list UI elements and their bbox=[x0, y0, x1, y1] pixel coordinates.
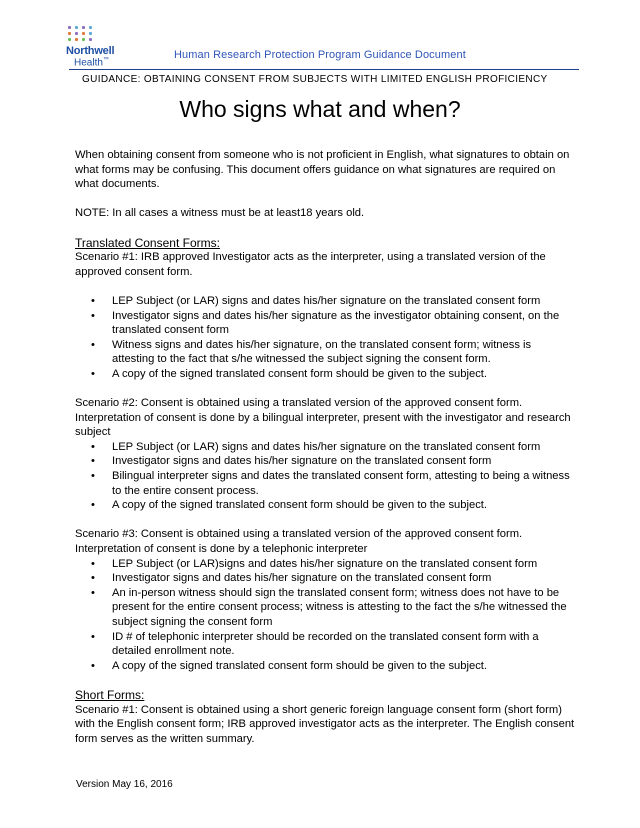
northwell-logo bbox=[66, 26, 146, 70]
list-item: • A copy of the signed translated consent form should be given to the subject. bbox=[75, 659, 575, 674]
translated-forms-heading: Translated Consent Forms: bbox=[75, 235, 220, 250]
translated-scenario-1-list bbox=[75, 294, 575, 382]
list-item: • Bilingual interpreter signs and dates the translated consent form, attesting to being a witness to the entire consent process. bbox=[75, 469, 575, 498]
list-item: • LEP Subject (or LAR) signs and dates his/her signature on the translated consent form bbox=[75, 440, 575, 455]
short-forms-heading: Short Forms: bbox=[75, 687, 145, 702]
translated-scenario-1-intro: Scenario #1: IRB approved Investigator acts as the interpreter, using a translated version of the approved consent form. bbox=[75, 251, 546, 278]
logo-name: Northwell bbox=[66, 45, 115, 57]
guidance-title: GUIDANCE: OBTAINING CONSENT FROM SUBJECTS WITH LIMITED ENGLISH PROFICIENCY bbox=[82, 74, 548, 85]
list-item: • An in-person witness should sign the translated consent form; witness does not have to be present for the entire consent process; witness is attesting to the fact the s/he witnessed the subject signing the consent form bbox=[75, 586, 575, 630]
header-divider bbox=[69, 69, 579, 70]
short-forms-scenario-1: Scenario #1: Consent is obtained using a short generic foreign language consent form (short form) with the English consent form; IRB approved investigator acts as the interpreter. The English consent form serves as the written summary. bbox=[75, 703, 575, 745]
list-item: • LEP Subject (or LAR) signs and dates his/her signature on the translated consent form bbox=[75, 294, 575, 309]
page-title: Who signs what and when? bbox=[179, 96, 461, 122]
translated-scenario-3-intro: Scenario #3: Consent is obtained using a translated version of the approved consent form. Interpretation of consent is done by a telephonic interpreter bbox=[75, 528, 523, 556]
list-item: • Witness signs and dates his/her signature, on the translated consent form; witness is attesting to the fact that s/he witnessed the subject signing the consent form. bbox=[75, 338, 575, 367]
logo-sub: Health™ bbox=[74, 57, 109, 69]
note-paragraph: NOTE: In all cases a witness must be at least18 years old. bbox=[75, 207, 365, 220]
trademark: ™ bbox=[102, 57, 109, 63]
intro-paragraph: When obtaining consent from someone who is not proficient in English, what signatures to obtain on what forms may be confusing. This document offers guidance on what signatures are required on what documents. bbox=[75, 149, 570, 191]
translated-scenario-2-intro: Scenario #2: Consent is obtained using a translated version of the approved consent form. Interpretation of consent is done by a bilingual interpreter, present with the investigator and research subject bbox=[75, 397, 571, 439]
list-item: • LEP Subject (or LAR)signs and dates his/her signature on the translated consent form bbox=[75, 557, 575, 572]
list-item: • A copy of the signed translated consent form should be given to the subject. bbox=[75, 367, 575, 382]
header-title: Human Research Protection Program Guidance Document bbox=[174, 49, 466, 61]
list-item: • Investigator signs and dates his/her signature on the translated consent form bbox=[75, 571, 575, 586]
list-item: • Investigator signs and dates his/her signature on the translated consent form bbox=[75, 454, 575, 469]
version-footer: Version May 16, 2016 bbox=[76, 779, 173, 790]
list-item: • ID # of telephonic interpreter should be recorded on the translated consent form with a detailed enrollment note. bbox=[75, 630, 575, 659]
translated-scenario-2-list bbox=[75, 440, 575, 513]
translated-scenario-3-list bbox=[75, 557, 575, 674]
list-item: • Investigator signs and dates his/her signature as the investigator obtaining consent, on the translated consent form bbox=[75, 309, 575, 338]
list-item: • A copy of the signed translated consent form should be given to the subject. bbox=[75, 498, 575, 513]
document-body bbox=[75, 148, 575, 746]
